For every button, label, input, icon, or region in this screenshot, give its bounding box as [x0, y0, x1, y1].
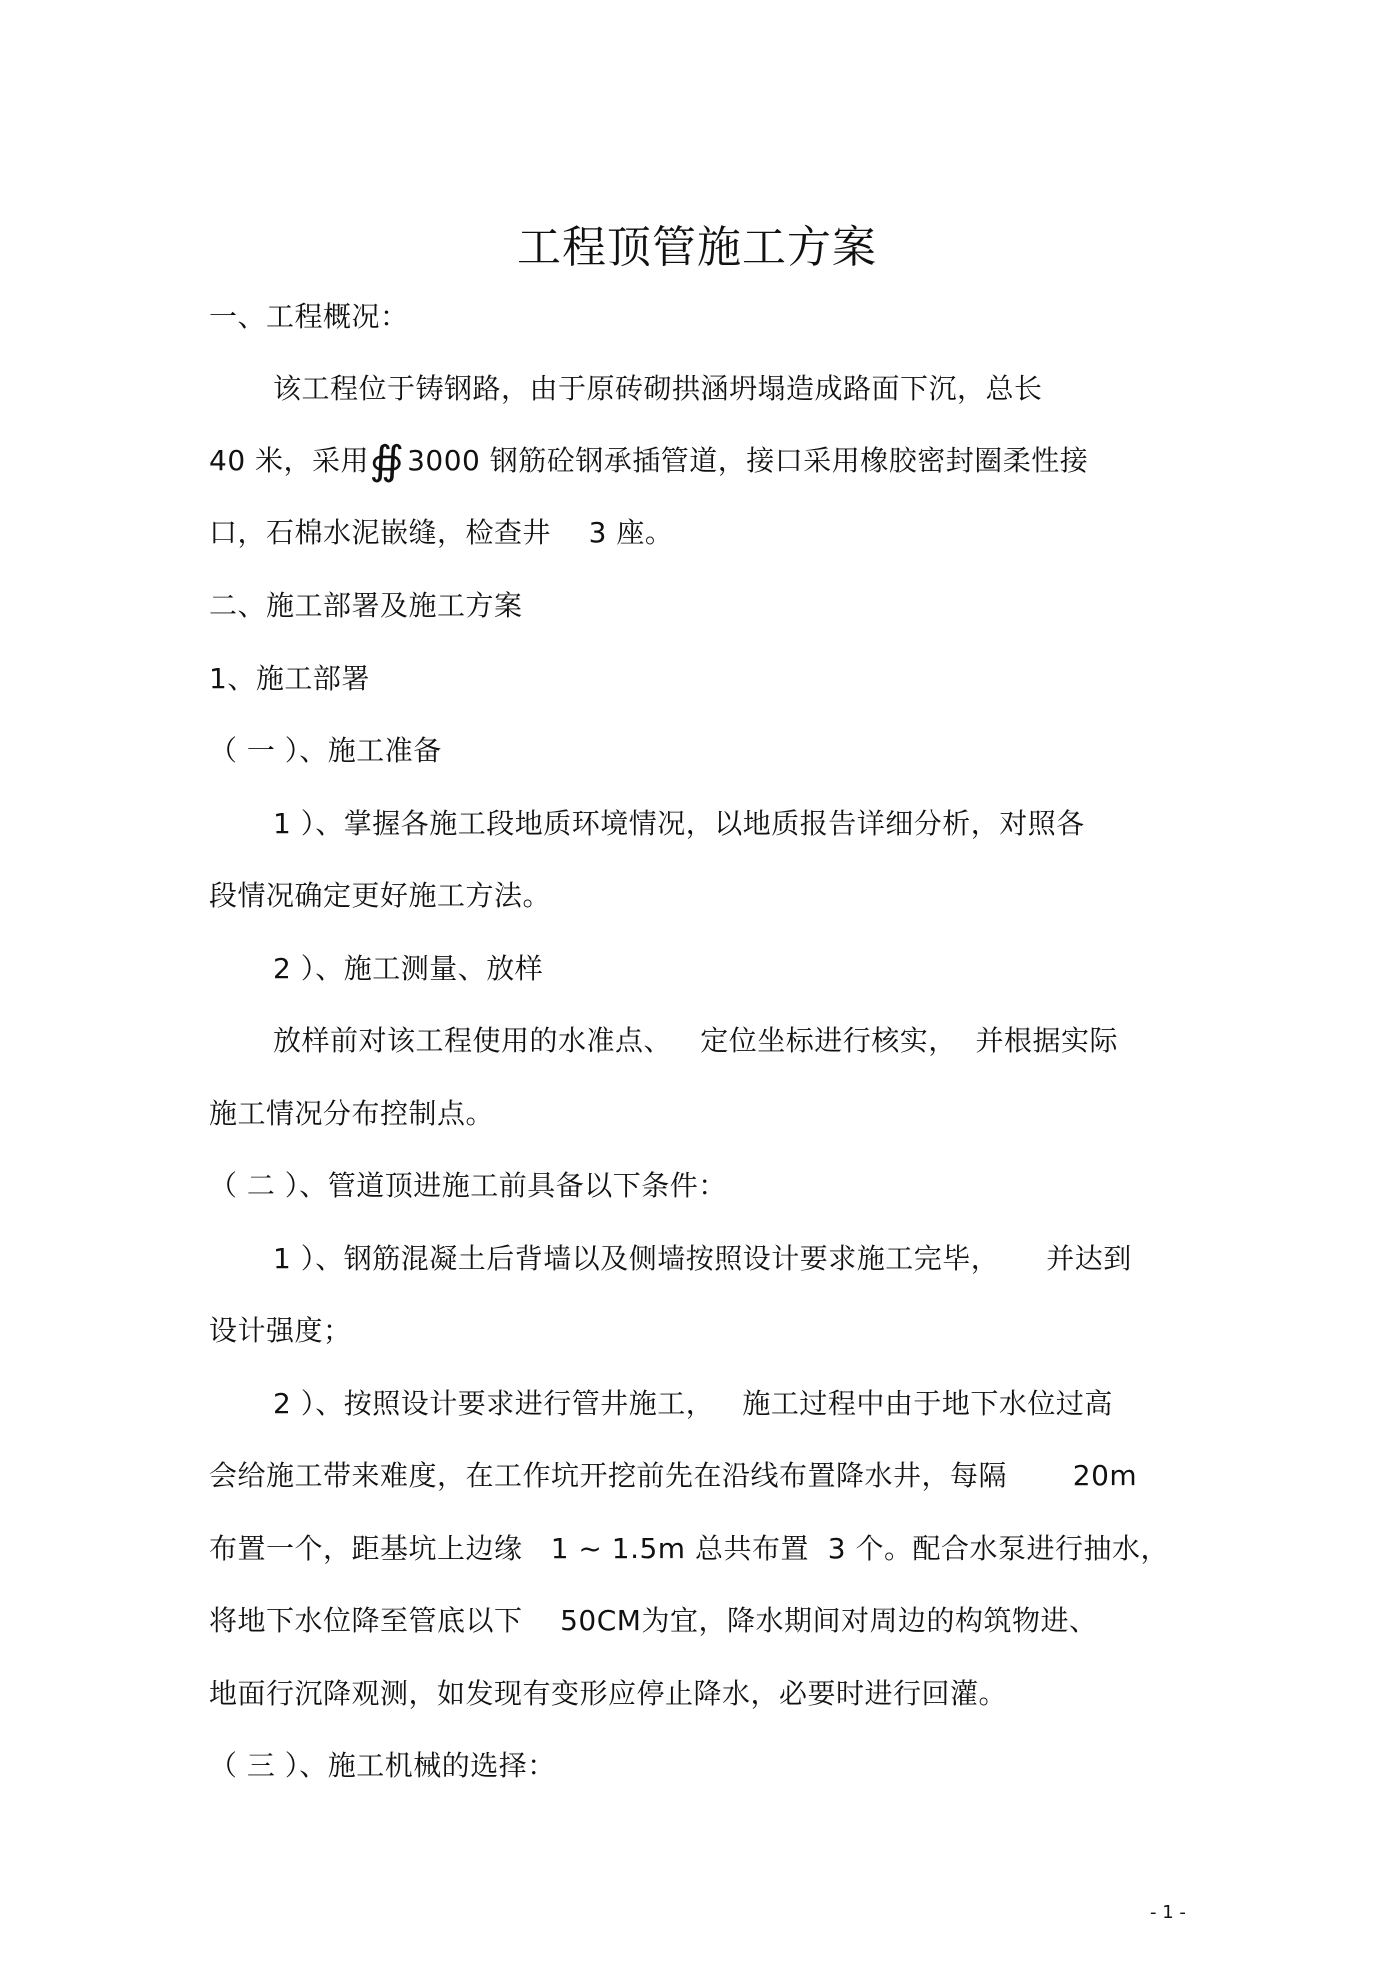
paragraph-line: 口，石棉水泥嵌缝，检查井 3 座。 [209, 516, 674, 549]
subsection-heading: 1、施工部署 [209, 662, 370, 695]
section-heading-overview: 一、工程概况： [209, 300, 409, 333]
paragraph-line: 布置一个，距基坑上边缘 1 ~ 1.5m 总共布置 3 个。配合水泵进行抽水， [209, 1532, 1170, 1565]
subsection-heading: （ 三 ）、施工机械的选择： [209, 1749, 556, 1782]
subsection-heading: （ 二 ）、管道顶进施工前具备以下条件： [209, 1169, 727, 1202]
pipe-diameter-symbol-icon: ∯ [369, 438, 405, 484]
page-number: - 1 - [1150, 1902, 1186, 1923]
paragraph-line: 将地下水位降至管底以下 50CM为宜，降水期间对周边的构筑物进、 [209, 1604, 1098, 1637]
paragraph-line: 地面行沉降观测，如发现有变形应停止降水，必要时进行回灌。 [209, 1677, 1008, 1710]
section-heading-deployment: 二、施工部署及施工方案 [209, 589, 523, 622]
paragraph-line: 施工情况分布控制点。 [209, 1097, 495, 1130]
paragraph-line: 1 ）、掌握各施工段地质环境情况，以地质报告详细分析，对照各 [273, 807, 1085, 840]
paragraph-line: 该工程位于铸钢路，由于原砖砌拱涵坍塌造成路面下沉，总长 [273, 372, 1043, 405]
paragraph-text: 40 米，采用 [209, 444, 370, 477]
paragraph-line: 放样前对该工程使用的水准点、 定位坐标进行核实， 并根据实际 [273, 1024, 1119, 1057]
paragraph-line: 段情况确定更好施工方法。 [209, 879, 552, 912]
paragraph-line: 1 ）、钢筋混凝土后背墙以及侧墙按照设计要求施工完毕， 并达到 [273, 1242, 1132, 1275]
paragraph-line: 设计强度； [209, 1314, 352, 1347]
paragraph-line: 2 ）、施工测量、放样 [273, 952, 544, 985]
paragraph-line: 会给施工带来难度，在工作坑开挖前先在沿线布置降水井，每隔 20m [209, 1459, 1138, 1492]
subsection-heading: （ 一 ）、施工准备 [209, 734, 442, 767]
paragraph-line: 2 ）、按照设计要求进行管井施工， 施工过程中由于地下水位过高 [273, 1387, 1113, 1420]
document-title: 工程顶管施工方案 [517, 222, 877, 273]
paragraph-line [209, 438, 1089, 484]
paragraph-text: 3000 钢筋砼钢承插管道，接口采用橡胶密封圈柔性接 [407, 444, 1089, 477]
